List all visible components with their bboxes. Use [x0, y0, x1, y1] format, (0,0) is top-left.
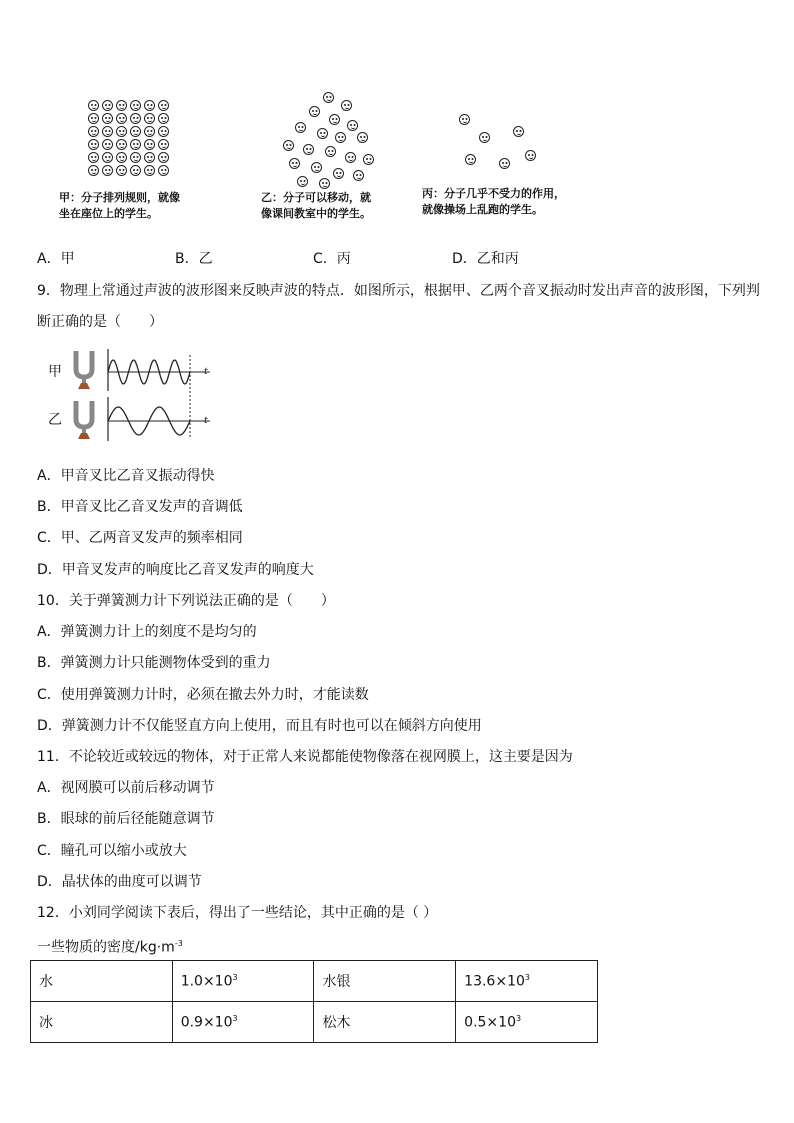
label-yi: 乙 — [48, 412, 62, 428]
q8-option-b: B．乙 — [175, 251, 213, 267]
molecule-face-icon — [116, 165, 127, 176]
table-cell: $0.9\times 10^3$ — [172, 1002, 314, 1043]
molecule-face-icon — [158, 165, 169, 176]
molecule-face-icon — [333, 168, 344, 179]
q10-option-b: B．弹簧测力计只能测物体受到的重力 — [37, 655, 271, 671]
molecule-face-icon — [130, 113, 141, 124]
molecule-face-icon — [347, 120, 358, 131]
figure-caption-jia-1: 甲：分子排列规则，就像 — [59, 191, 180, 204]
molecule-face-icon — [144, 139, 155, 150]
q11-stem: 11．不论较近或较远的物体，对于正常人来说都能使物像落在视网膜上，这主要是因为 — [37, 749, 573, 765]
figure-caption-bing-1: 丙：分子几乎不受力的作用， — [422, 187, 565, 200]
tuning-fork-icon-jia — [76, 351, 92, 389]
axis-t-jia: t — [204, 367, 208, 377]
molecule-face-icon — [525, 150, 536, 161]
figure-caption-bing-2: 就像操场上乱跑的学生。 — [422, 203, 543, 216]
table-row — [31, 1002, 598, 1043]
molecule-face-icon — [144, 152, 155, 163]
q10-stem: 10．关于弹簧测力计下列说法正确的是（ ） — [37, 593, 335, 609]
figure-caption-yi-2: 像课间教室中的学生。 — [261, 207, 371, 220]
molecule-face-icon — [88, 113, 99, 124]
molecule-face-icon — [353, 170, 364, 181]
q9-option-b: B．甲音叉比乙音叉发声的音调低 — [37, 499, 243, 515]
waveform-svg — [40, 345, 220, 445]
molecule-face-icon — [363, 154, 374, 165]
molecule-face-icon — [102, 113, 113, 124]
molecule-face-icon — [283, 140, 294, 151]
tuning-fork-waveform-diagram — [40, 345, 220, 445]
molecule-face-icon — [357, 132, 368, 143]
molecule-face-icon — [102, 152, 113, 163]
molecule-face-icon — [116, 113, 127, 124]
q11-option-d: D．晶状体的曲度可以调节 — [37, 874, 202, 890]
table-cell: 松木 — [314, 1002, 456, 1043]
q11-option-a: A．视网膜可以前后移动调节 — [37, 780, 215, 796]
molecule-face-icon — [303, 144, 314, 155]
density-table-caption: 一些物质的密度$/kg\cdot m^{-3}$ — [37, 939, 183, 956]
molecule-face-icon — [479, 132, 490, 143]
molecule-face-icon — [158, 113, 169, 124]
molecule-face-icon — [345, 152, 356, 163]
molecule-face-icon — [144, 100, 155, 111]
q9-option-d: D．甲音叉发声的响度比乙音叉发声的响度大 — [37, 562, 314, 578]
molecule-face-icon — [158, 152, 169, 163]
molecule-figure-yi — [275, 88, 385, 183]
q9-stem-line-2: 断正确的是（ ） — [37, 314, 163, 330]
molecule-face-icon — [319, 178, 330, 189]
axis-t-yi: t — [204, 416, 208, 426]
tuning-fork-icon-yi — [76, 401, 92, 439]
q10-option-a: A．弹簧测力计上的刻度不是均匀的 — [37, 624, 257, 640]
molecule-face-icon — [465, 154, 476, 165]
molecule-face-icon — [341, 100, 352, 111]
q10-option-d: D．弹簧测力计不仅能竖直方向上使用，而且有时也可以在倾斜方向使用 — [37, 718, 482, 734]
molecule-face-icon — [158, 126, 169, 137]
molecule-face-icon — [116, 152, 127, 163]
molecule-face-icon — [130, 100, 141, 111]
q11-option-b: B．眼球的前后径能随意调节 — [37, 811, 215, 827]
molecule-face-icon — [102, 100, 113, 111]
table-cell: 冰 — [31, 1002, 173, 1043]
molecule-face-icon — [325, 146, 336, 157]
molecule-face-icon — [158, 139, 169, 150]
q8-option-d: D．乙和丙 — [452, 251, 519, 267]
q8-option-a: A．甲 — [37, 251, 75, 267]
figure-caption-jia-2: 坐在座位上的学生。 — [59, 207, 158, 220]
molecule-face-icon — [102, 165, 113, 176]
molecule-face-icon — [297, 176, 308, 187]
molecule-figure-bing — [455, 110, 545, 175]
q10-option-c: C．使用弹簧测力计时，必须在撤去外力时，才能读数 — [37, 687, 369, 703]
molecule-face-icon — [289, 158, 300, 169]
q9-option-a: A．甲音叉比乙音叉振动得快 — [37, 468, 215, 484]
q9-option-c: C．甲、乙两音叉发声的频率相同 — [37, 530, 243, 546]
molecule-face-icon — [144, 113, 155, 124]
molecule-face-icon — [130, 139, 141, 150]
molecule-face-icon — [513, 126, 524, 137]
molecule-face-icon — [130, 126, 141, 137]
molecule-figure-jia — [88, 100, 178, 180]
label-jia: 甲 — [48, 364, 62, 380]
molecule-face-icon — [329, 114, 340, 125]
q11-option-c: C．瞳孔可以缩小或放大 — [37, 843, 187, 859]
table-row — [31, 961, 598, 1002]
table-cell: 水 — [31, 961, 173, 1002]
molecule-face-icon — [335, 132, 346, 143]
molecule-face-icon — [295, 122, 306, 133]
table-cell: $0.5\times 10^3$ — [456, 1002, 598, 1043]
molecule-face-icon — [499, 158, 510, 169]
molecule-face-icon — [116, 139, 127, 150]
molecule-face-icon — [88, 152, 99, 163]
molecule-face-icon — [317, 128, 328, 139]
molecule-face-icon — [309, 106, 320, 117]
molecule-face-icon — [459, 114, 470, 125]
molecule-face-icon — [116, 126, 127, 137]
molecule-face-icon — [88, 126, 99, 137]
molecule-face-icon — [158, 100, 169, 111]
density-table — [30, 960, 598, 1043]
table-cell: 水银 — [314, 961, 456, 1002]
q8-option-c: C．丙 — [313, 251, 351, 267]
molecule-face-icon — [130, 152, 141, 163]
figure-caption-yi-1: 乙：分子可以移动，就 — [261, 191, 371, 204]
molecule-face-icon — [102, 126, 113, 137]
molecule-face-icon — [144, 126, 155, 137]
molecule-face-icon — [144, 165, 155, 176]
molecule-face-icon — [102, 139, 113, 150]
molecule-face-icon — [323, 92, 334, 103]
molecule-face-icon — [116, 100, 127, 111]
table-cell: $13.6\times 10^3$ — [456, 961, 598, 1002]
molecule-face-icon — [130, 165, 141, 176]
molecule-face-icon — [88, 165, 99, 176]
molecule-face-icon — [88, 100, 99, 111]
q12-stem: 12．小刘同学阅读下表后，得出了一些结论，其中正确的是（ ） — [37, 905, 438, 921]
q9-stem-line-1: 9．物理上常通过声波的波形图来反映声波的特点．如图所示，根据甲、乙两个音叉振动时发出声音的波形图，下列判 — [37, 283, 760, 299]
table-cell: $1.0\times 10^3$ — [172, 961, 314, 1002]
molecule-face-icon — [311, 162, 322, 173]
molecule-face-icon — [88, 139, 99, 150]
